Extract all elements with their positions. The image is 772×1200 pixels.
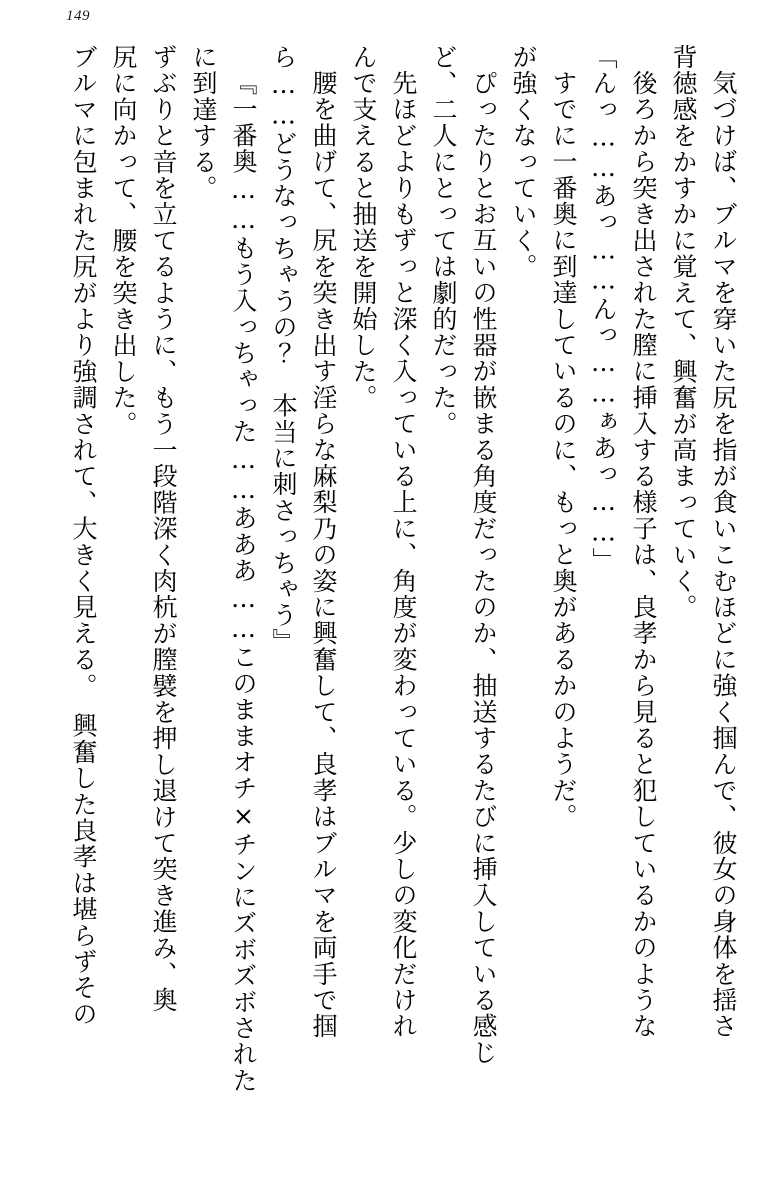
- text-column: んで支えると抽送を開始した。: [349, 44, 378, 411]
- text-column: ぴったりとお互いの性器が嵌まる角度だったのか、抽送するたびに挿入している感じ: [469, 70, 498, 1066]
- text-column: 先ほどよりもずっと深く入っている上に、角度が変わっている。少しの変化だけれ: [389, 70, 418, 1040]
- text-column: ブルマに包まれた尻がより強調されて、大きく見える。 興奮した良孝は堪らずその: [69, 44, 98, 1028]
- text-column: ら……どうなっちゃうの？ 本当に刺さっちゃう』: [269, 44, 298, 655]
- text-column: ずぶりと音を立てるように、もう一段階深く肉杭が膣襞を押し退けて突き進み、奥: [149, 44, 178, 1014]
- vertical-text-body: [36, 44, 736, 1164]
- text-column: が強くなっていく。: [509, 44, 538, 280]
- text-column: ど、二人にとっては劇的だった。: [429, 44, 458, 437]
- text-column: 腰を曲げて、尻を突き出す淫らな麻梨乃の姿に興奮して、良孝はブルマを両手で掴: [309, 70, 338, 1040]
- text-column: 気づけば、ブルマを穿いた尻を指が食いこむほどに強く掴んで、彼女の身体を揺さ: [709, 70, 738, 1040]
- text-column: に到達する。: [189, 44, 218, 202]
- text-column: 背徳感をかすかに覚えて、興奮が高まっていく。: [669, 44, 698, 621]
- text-column: 後ろから突き出された膣に挿入する様子は、良孝から見ると犯しているかのような: [629, 70, 658, 1040]
- page-number: 149: [66, 8, 90, 24]
- text-column: 『一番奥……もう入っちゃった……あああ……このままオチ×チンにズボズボされた: [229, 70, 258, 1094]
- text-column: 尻に向かって、腰を突き出した。: [109, 44, 138, 437]
- text-column: すでに一番奥に到達しているのに、もっと奥があるかのようだ。: [549, 70, 578, 830]
- text-column: 「んっ……あっ……んっ……ぁあっ……」: [589, 44, 618, 574]
